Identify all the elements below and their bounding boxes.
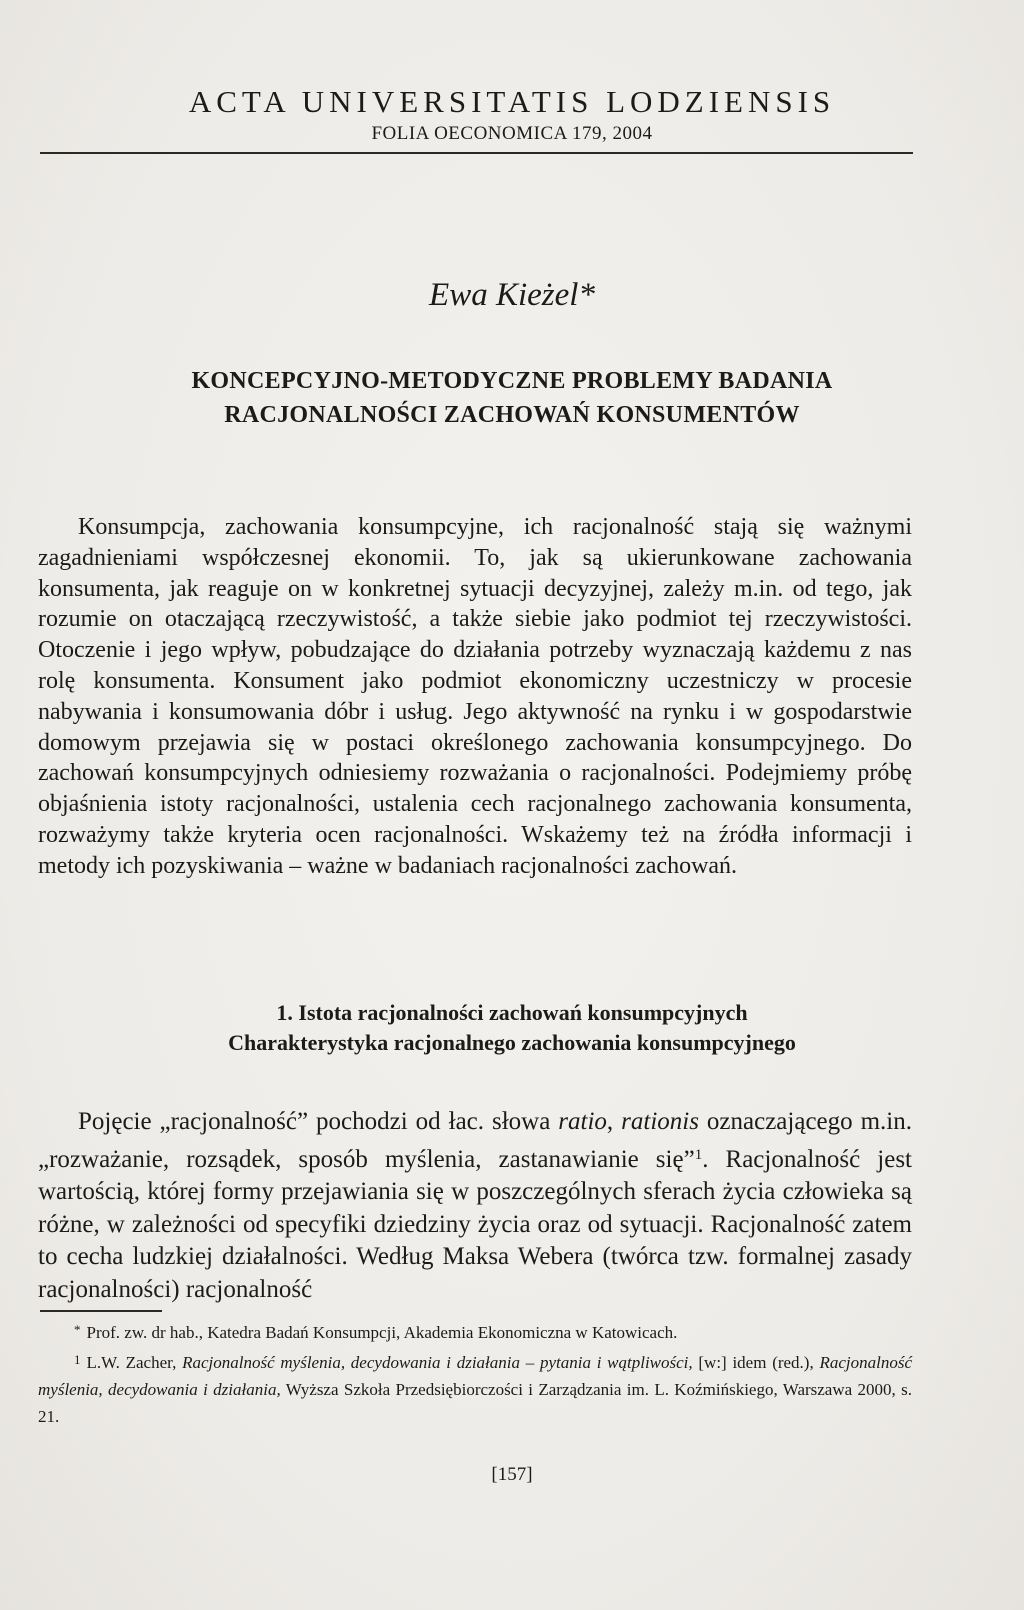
footnote-reference[interactable]: 1 bbox=[694, 1146, 703, 1163]
body-comma: , bbox=[606, 1108, 622, 1135]
header-rule bbox=[40, 152, 913, 154]
footnote-author bbox=[38, 1316, 912, 1346]
article-title-line-1: KONCEPCYJNO-METODYCZNE PROBLEMY BADANIA bbox=[191, 368, 833, 394]
footnote-rule bbox=[40, 1310, 162, 1312]
footnote-1-part-2: [w:] idem (red.), bbox=[692, 1353, 820, 1372]
footnote-author-text: Prof. zw. dr hab., Katedra Badań Konsumpcji, Akademia Ekonomiczna w Katowicach. bbox=[86, 1323, 678, 1342]
journal-series: FOLIA OECONOMICA 179, 2004 bbox=[371, 123, 653, 144]
section-heading-line-1: 1. Istota racjonalności zachowań konsumpcyjnych bbox=[276, 1000, 748, 1025]
page-number: [157] bbox=[491, 1464, 533, 1485]
body-paragraph bbox=[38, 1106, 912, 1306]
article-title bbox=[60, 364, 964, 432]
footnote-1-italic-1: Racjonalność myślenia, decydowania i działania – pytania i wątpliwości, bbox=[182, 1353, 693, 1372]
body-text bbox=[38, 1106, 912, 1306]
footnote-mark-asterisk: * bbox=[74, 1322, 81, 1337]
footnote-1-italic-2: Racjonalność myślenia, decydowania i działania, bbox=[38, 1353, 913, 1399]
latin-word-ratio: ratio bbox=[558, 1108, 607, 1135]
footnote-1 bbox=[38, 1346, 912, 1430]
section-heading-line-2: Charakterystyka racjonalnego zachowania konsumpcyjnego bbox=[228, 1030, 796, 1055]
journal-title: ACTA UNIVERSITATIS LODZIENSIS bbox=[188, 84, 836, 119]
latin-word-rationis: rationis bbox=[621, 1108, 699, 1135]
body-text-part-1: Pojęcie „racjonalność” pochodzi od łac. słowa bbox=[78, 1108, 559, 1135]
body-text-part-3: . Racjonalność jest wartością, której formy przejawiania się w poszczególnych sferach życia człowieka są różne, w zależności od specyfiki dziedziny życia oraz od sytuacji. Racjonalność zatem to cecha ludzkiej działalności. Według Maksa Webera (twórca tzw. formalnej zasady racjonalności) racjonalność bbox=[38, 1145, 912, 1303]
footnote-1-part-3: Wyższa Szkoła Przedsiębiorczości i Zarządzania im. L. Koźmińskiego, Warszawa 2000, s. 21. bbox=[38, 1380, 912, 1426]
footnote-mark-1: 1 bbox=[74, 1352, 81, 1367]
abstract-paragraph: Konsumpcja, zachowania konsumpcyjne, ich racjonalność stają się ważnymi zagadnieniami współczesnej ekonomii. To, jak są ukierunkowane zachowania konsumenta, jak reaguje on w konkretnej sytuacji decyzyjnej, zależy m.in. od tego, jak rozumie on otaczającą rzeczywistość, a także siebie jako podmiot tej rzeczywistości. Otoczenie i jego wpływ, pobudzające do działania potrzeby wyznaczają każdemu z nas rolę konsumenta. Konsument jako podmiot ekonomiczny uczestniczy w procesie nabywania i konsumowania dóbr i usług. Jego aktywność na rynku i w gospodarstwie domowym przejawia się w postaci określonego zachowania konsumpcyjnego. Do zachowań konsumpcyjnych odniesiemy rozważania o racjonalności. Podejmiemy próbę objaśnienia istoty racjonalności, ustalenia cech racjonalnego zachowania konsumenta, rozważymy także kryteria ocen racjonalności. Wskażemy też na źródła informacji i metody ich pozyskiwania – ważne w badaniach racjonalności zachowań. bbox=[38, 514, 912, 879]
article-title-line-2: RACJONALNOŚCI ZACHOWAŃ KONSUMENTÓW bbox=[224, 402, 800, 428]
footnote-1-part-1: L.W. Zacher, bbox=[86, 1353, 183, 1372]
body-text-part-2: oznaczającego m.in. „rozważanie, rozsądek, sposób myślenia, zastanawianie się” bbox=[38, 1108, 913, 1173]
author-name: Ewa Kieżel* bbox=[429, 277, 595, 313]
footnotes bbox=[38, 1316, 912, 1430]
abstract bbox=[38, 512, 912, 882]
section-heading bbox=[60, 998, 964, 1058]
